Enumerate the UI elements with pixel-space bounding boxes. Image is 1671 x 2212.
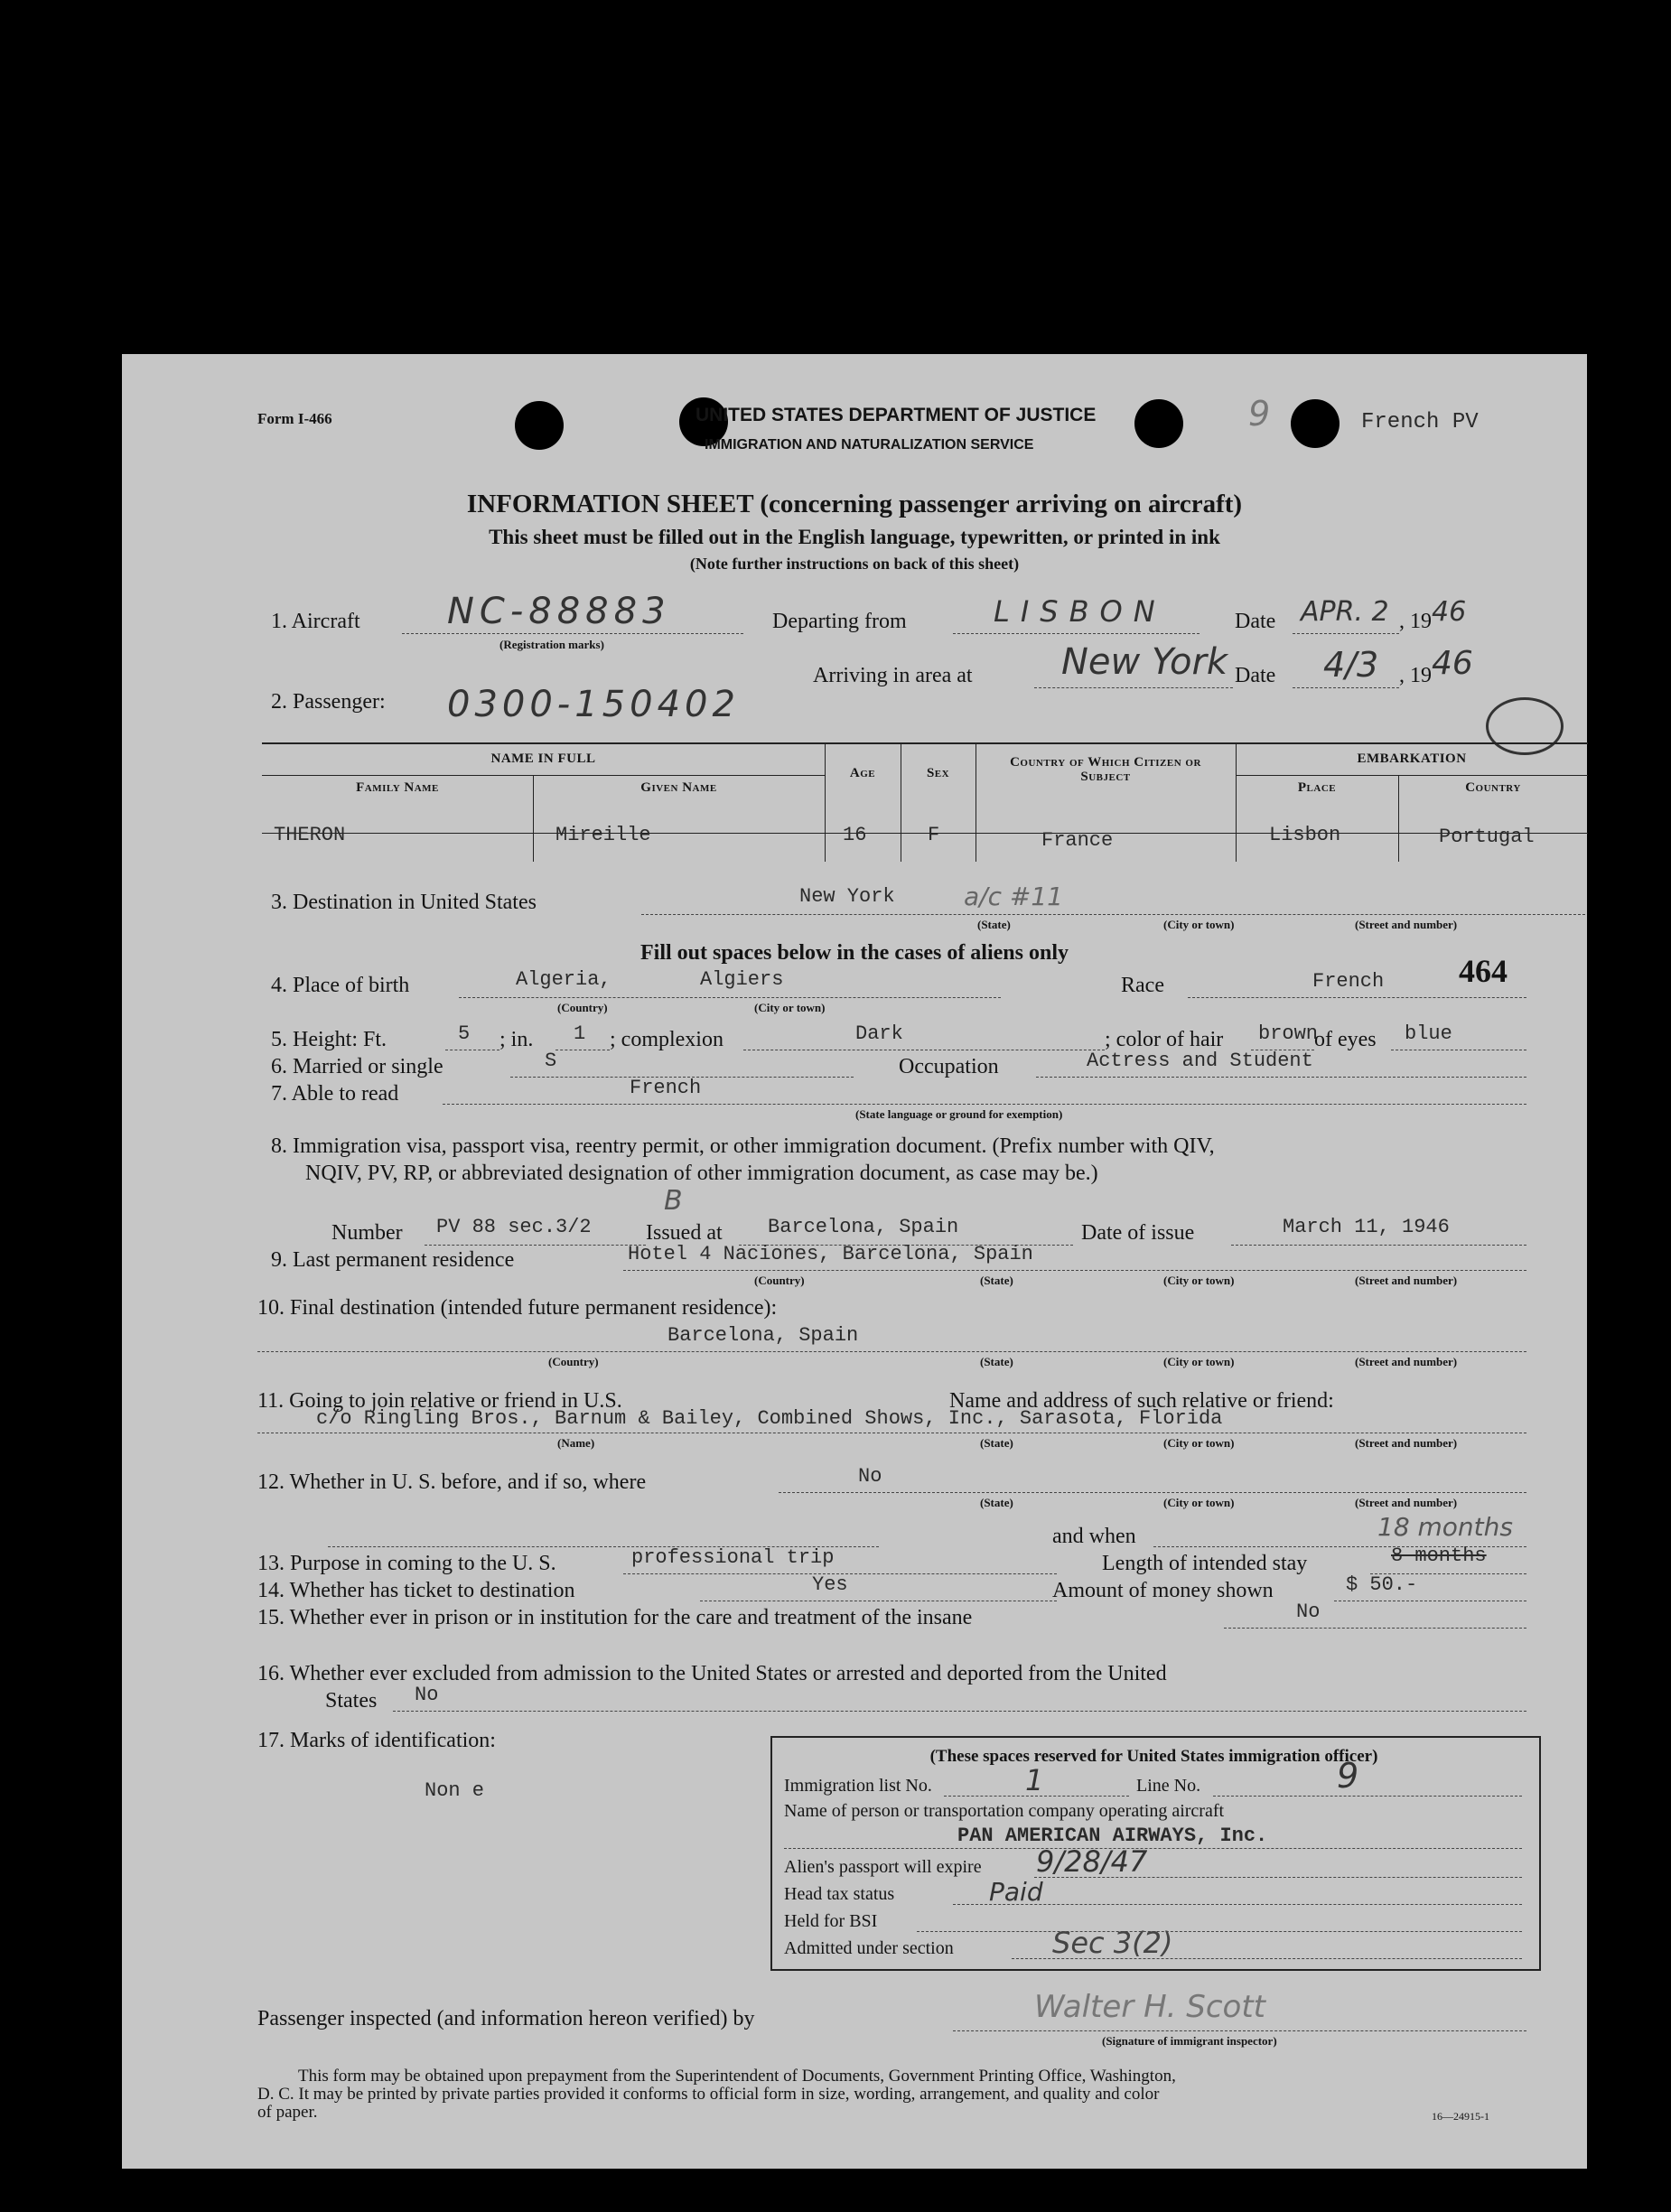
arrival-date: 4/3 (1323, 645, 1379, 685)
arrival-year-prefix: , 19 (1399, 664, 1432, 687)
departing-city: LISBON (994, 594, 1166, 629)
passport-label: Alien's passport will expire (784, 1857, 982, 1877)
sex-value: F (928, 824, 940, 846)
citizenship-header: Country of Which Citizen or Subject (1010, 755, 1201, 784)
excluded-line-1: 16. Whether ever excluded from admission to the United States or arrested and deported from the United (257, 1662, 1167, 1685)
title-instruction: This sheet must be filled out in the English language, typewritten, or printed in ink (489, 526, 1220, 548)
departing-label: Departing from (772, 610, 907, 633)
married-label: 6. Married or single (271, 1055, 443, 1078)
bsi-label: Held for BSI (784, 1911, 878, 1931)
married-value: S (545, 1050, 557, 1072)
visa-number-label: Number (331, 1221, 403, 1245)
corner-mark: 9 (1248, 394, 1271, 434)
aircraft-label: 1. Aircraft (271, 610, 360, 633)
corner-note: French PV (1361, 410, 1479, 434)
line-no-label: Line No. (1136, 1776, 1201, 1796)
section-label: Admitted under section (784, 1938, 954, 1958)
res-state-sub: (State) (980, 1274, 1013, 1287)
before-city-sub: (City or town) (1163, 1496, 1235, 1509)
when-label: and when (1052, 1525, 1136, 1548)
section-value: Sec 3(2) (1052, 1926, 1173, 1960)
residence-value: Hotel 4 Naciones, Barcelona, Spain (628, 1243, 1033, 1265)
aliens-only-heading: Fill out spaces below in the cases of aliens only (639, 941, 1069, 965)
dest-street-sub: (Street and number) (1355, 918, 1458, 931)
eyes-label: of eyes (1314, 1028, 1377, 1051)
residence-label: 9. Last permanent residence (271, 1248, 515, 1272)
citizen-value: France (1041, 829, 1114, 852)
punch-hole-4 (1291, 399, 1340, 448)
embarkation-place-value: Lisbon (1269, 824, 1341, 846)
punch-hole-1 (515, 401, 564, 450)
list-no-value: 1 (1025, 1763, 1044, 1797)
issue-date-label: Date of issue (1081, 1221, 1195, 1245)
inspector-signature: Walter H. Scott (1034, 1989, 1265, 2025)
before-street-sub: (Street and number) (1355, 1496, 1458, 1509)
complexion-label: ; complexion (610, 1028, 723, 1051)
passport-value: 9/28/47 (1036, 1844, 1148, 1879)
issued-value: Barcelona, Spain (768, 1216, 959, 1238)
join-label-a: 11. Going to join relative or friend in U.S. (257, 1389, 622, 1413)
race-value: French (1312, 970, 1385, 993)
birth-country: Algeria, (516, 968, 611, 991)
join-value: c/o Ringling Bros., Barnum & Bailey, Combined Shows, Inc., Sarasota, Florida (316, 1407, 1223, 1430)
race-code: 464 (1459, 953, 1508, 989)
arrival-year: 46 (1432, 645, 1473, 682)
aircraft-registration: NC-88883 (447, 591, 671, 632)
form-number: Form I-466 (257, 410, 332, 427)
given-name-value: Mireille (555, 824, 651, 846)
departure-year: 46 (1432, 596, 1467, 628)
prison-label: 15. Whether ever in prison or in institution for the care and treatment of the insane (257, 1606, 973, 1629)
res-country-sub: (Country) (754, 1274, 805, 1287)
visa-number: PV 88 sec.3/2 (436, 1216, 592, 1238)
sheet-title: INFORMATION SHEET (concerning passenger arriving on aircraft) (466, 490, 1243, 518)
before-label: 12. Whether in U. S. before, and if so, where (257, 1470, 647, 1494)
money-value: $ 50.- (1346, 1573, 1418, 1596)
res-street-sub: (Street and number) (1355, 1274, 1458, 1287)
read-note: (State language or ground for exemption) (855, 1107, 1063, 1121)
marks-label: 17. Marks of identification: (257, 1729, 496, 1752)
hair-value: brown (1258, 1022, 1319, 1045)
read-label: 7. Able to read (271, 1082, 399, 1106)
sex-header: Sex (926, 766, 950, 780)
tax-label: Head tax status (784, 1884, 895, 1904)
embarkation-country-header: Country (1465, 780, 1521, 795)
embarkation-place-header: Place (1297, 780, 1337, 795)
ticket-label: 14. Whether has ticket to destination (257, 1579, 575, 1602)
birth-country-sub: (Country) (557, 1001, 608, 1014)
when-handwritten: 18 months (1377, 1512, 1513, 1542)
purpose-label: 13. Purpose in coming to the U. S. (257, 1552, 556, 1575)
company-label: Name of person or transportation company operating aircraft (784, 1801, 1225, 1821)
ticket-value: Yes (812, 1573, 848, 1596)
join-label-b: Name and address of such relative or friend: (949, 1389, 1334, 1413)
service-name: IMMIGRATION AND NATURALIZATION SERVICE (705, 437, 1034, 453)
dest-state-sub: (State) (977, 918, 1011, 931)
destination-label: 3. Destination in United States (271, 891, 537, 914)
tax-value: Paid (989, 1877, 1043, 1907)
form-code: 16—24915-1 (1432, 2110, 1489, 2123)
family-name-value: THERON (274, 824, 346, 846)
visa-line-2: NQIV, PV, RP, or abbreviated designation of other immigration document, as case may be.) (305, 1162, 1098, 1185)
footer-line-1: This form may be obtained upon prepayment from the Superintendent of Documents, Government Printing Office, Washington, (298, 2067, 1176, 2086)
marks-value: Non e (425, 1779, 485, 1802)
before-value: No (858, 1465, 882, 1488)
arriving-city: New York (1061, 641, 1228, 683)
age-value: 16 (843, 824, 867, 846)
agency-name: UNITED STATES DEPARTMENT OF JUSTICE (695, 405, 1097, 425)
stay-value: 8 months (1391, 1545, 1487, 1567)
departure-date-label: Date (1235, 610, 1276, 633)
final-state-sub: (State) (980, 1355, 1013, 1368)
final-city-sub: (City or town) (1163, 1355, 1235, 1368)
height-in: 1 (574, 1022, 586, 1045)
dest-city-sub: (City or town) (1163, 918, 1235, 931)
departure-year-prefix: , 19 (1399, 610, 1432, 633)
passenger-number: 0300-150402 (447, 684, 740, 725)
footer-line-2: D. C. It may be printed by private parties provided it conforms to official form in size, wording, arrangement, and quality and color (257, 2085, 1160, 2104)
occupation-label: Occupation (899, 1055, 999, 1078)
res-city-sub: (City or town) (1163, 1274, 1235, 1287)
complexion-value: Dark (855, 1022, 903, 1045)
footer-line-3: of paper. (257, 2103, 318, 2122)
signature-note: (Signature of immigrant inspector) (1102, 2034, 1277, 2048)
height-label: 5. Height: Ft. (271, 1028, 387, 1051)
title-note: (Note further instructions on back of this sheet) (689, 555, 1020, 573)
join-street-sub: (Street and number) (1355, 1436, 1458, 1450)
visa-number-handwritten: B (664, 1185, 683, 1217)
eyes-value: blue (1405, 1022, 1452, 1045)
departure-date: APR. 2 (1301, 596, 1389, 628)
document-sheet (122, 354, 1587, 2169)
join-name-sub: (Name) (557, 1436, 595, 1450)
destination-value: New York (799, 885, 895, 908)
visa-line-1: 8. Immigration visa, passport visa, reentry permit, or other immigration document. (Prefix number with QIV, (271, 1134, 1215, 1158)
company-value: PAN AMERICAN AIRWAYS, Inc. (957, 1825, 1268, 1847)
join-city-sub: (City or town) (1163, 1436, 1235, 1450)
final-destination-label: 10. Final destination (intended future permanent residence): (257, 1296, 778, 1320)
given-name-header: Given Name (640, 780, 717, 795)
race-label: Race (1121, 974, 1164, 997)
punch-hole-3 (1134, 399, 1183, 448)
officer-box-title: (These spaces reserved for United States immigration officer) (929, 1747, 1378, 1766)
arriving-label: Arriving in area at (813, 664, 973, 687)
height-in-label: ; in. (499, 1028, 534, 1051)
birth-city-sub: (City or town) (754, 1001, 826, 1014)
money-label: Amount of money shown (1052, 1579, 1274, 1602)
embarkation-country-value: Portugal (1439, 826, 1535, 848)
arrival-date-label: Date (1235, 664, 1276, 687)
issue-date-value: March 11, 1946 (1283, 1216, 1450, 1238)
read-value: French (630, 1077, 702, 1099)
join-state-sub: (State) (980, 1436, 1013, 1450)
destination-note: a/c #11 (964, 882, 1063, 911)
issued-label: Issued at (646, 1221, 723, 1245)
line-no-value: 9 (1337, 1756, 1359, 1796)
excluded-line-2: States (325, 1689, 378, 1713)
height-ft: 5 (458, 1022, 471, 1045)
age-header: Age (849, 766, 876, 780)
purpose-value: professional trip (631, 1546, 835, 1569)
embarkation-header: EMBARKATION (1357, 751, 1467, 766)
hair-label: ; color of hair (1105, 1028, 1224, 1051)
inspected-label: Passenger inspected (and information hereon verified) by (257, 2007, 755, 2030)
registration-sublabel: (Registration marks) (499, 638, 604, 651)
final-country-sub: (Country) (548, 1355, 599, 1368)
prison-value: No (1296, 1601, 1321, 1623)
birth-city: Algiers (700, 968, 784, 991)
final-destination-value: Barcelona, Spain (667, 1324, 859, 1347)
final-street-sub: (Street and number) (1355, 1355, 1458, 1368)
family-name-header: Family Name (356, 780, 439, 795)
name-in-full-header: NAME IN FULL (490, 751, 596, 766)
birth-label: 4. Place of birth (271, 974, 410, 997)
before-state-sub: (State) (980, 1496, 1013, 1509)
occupation-value: Actress and Student (1087, 1050, 1313, 1072)
excluded-value: No (415, 1684, 439, 1706)
list-no-label: Immigration list No. (784, 1776, 932, 1796)
passenger-label: 2. Passenger: (271, 690, 386, 714)
circle-mark (1486, 697, 1564, 755)
stay-label: Length of intended stay (1102, 1552, 1308, 1575)
